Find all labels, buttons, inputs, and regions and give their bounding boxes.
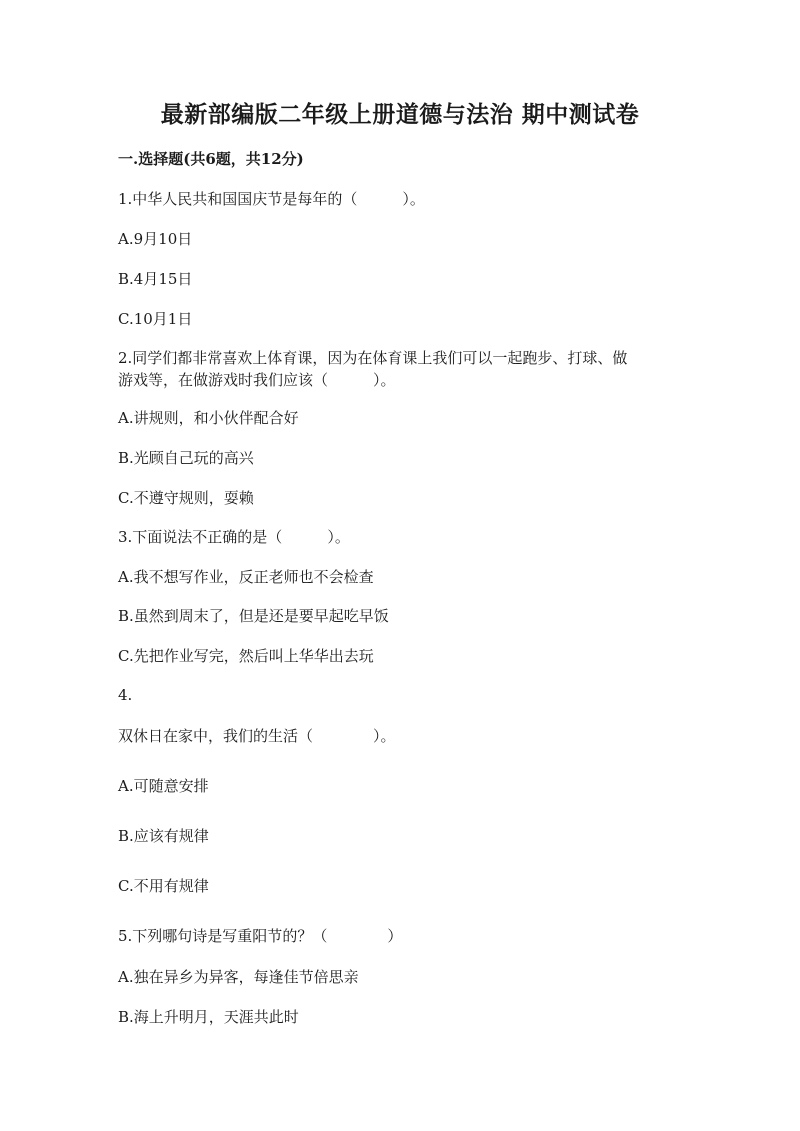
question-1-stem: 1.中华人民共和国国庆节是每年的（ ）。 [118,190,425,208]
question-4-option-c: C.不用有规律 [118,877,209,895]
question-5-option-a: A.独在异乡为异客，每逢佳节倍思亲 [118,968,359,986]
question-1-option-b: B.4月15日 [118,270,193,288]
question-2-option-b: B.光顾自己玩的高兴 [118,449,254,467]
question-3-stem: 3.下面说法不正确的是（ ）。 [118,528,350,546]
question-2-option-a: A.讲规则，和小伙伴配合好 [118,409,299,427]
question-2-stem-line-1: 2.同学们都非常喜欢上体育课，因为在体育课上我们可以一起跑步、打球、做 [118,349,628,367]
page-title: 最新部编版二年级上册道德与法治 期中测试卷 [160,101,640,128]
question-3-option-c: C.先把作业写完，然后叫上华华出去玩 [118,647,374,665]
question-2-option-c: C.不遵守规则，耍赖 [118,489,254,507]
question-3-option-b: B.虽然到周末了，但是还是要早起吃早饭 [118,607,389,625]
question-4-option-a: A.可随意安排 [118,777,209,795]
question-1-option-c: C.10月1日 [118,310,193,328]
question-5-option-b: B.海上升明月，天涯共此时 [118,1008,299,1026]
question-4-option-b: B.应该有规律 [118,827,209,845]
question-4-stem: 双休日在家中，我们的生活（ ）。 [118,727,396,745]
question-4-number: 4. [118,686,133,704]
question-1-option-a: A.9月10日 [118,230,193,248]
question-5-stem: 5.下列哪句诗是写重阳节的？（ ） [118,927,403,945]
question-2-stem-line-2: 游戏等，在做游戏时我们应该（ ）。 [118,371,396,389]
question-3-option-a: A.我不想写作业，反正老师也不会检查 [118,568,374,586]
section-heading: 一.选择题(共6题，共12分) [118,150,304,168]
